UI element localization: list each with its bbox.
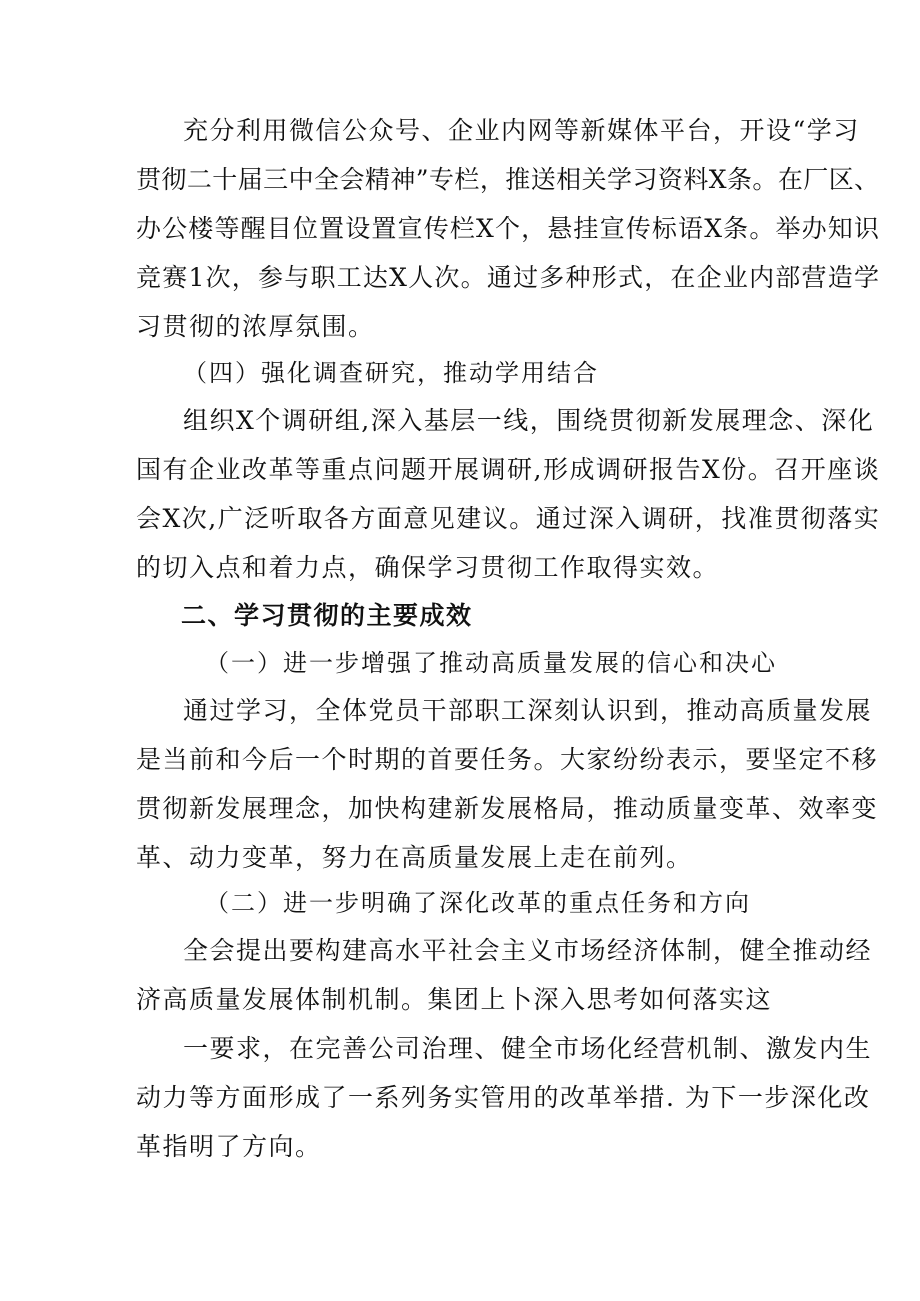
paragraph-3-line-4: 革、动力变革，努力在高质量发展上走在前列。 xyxy=(136,843,693,872)
paragraph-2-line-4: 的切入点和着力点，确保学习贯彻工作取得实效。 xyxy=(136,553,720,582)
subheading-4: （四）强化调查研究，推动学用结合 xyxy=(183,359,599,387)
section-heading-2: 二、学习贯彻的主要成效 xyxy=(181,601,473,630)
paragraph-2-line-3: 会X次,广泛听取各方面意见建议。通过深入调研，找准贯彻落实 xyxy=(136,504,881,533)
paragraph-2-line-1: 组织X个调研组,深入基层一线，围绕贯彻新发展理念、深化 xyxy=(183,406,875,435)
paragraph-4-line-2: 济高质量发展体制机制。集团上卜深入思考如何落实这 xyxy=(136,985,773,1014)
paragraph-1-line-3: 办公楼等醒目位置设置宣传栏X个，悬挂宣传标语X条。举办知识 xyxy=(136,214,881,243)
paragraph-4-line-1: 全会提出要构建高水平社会主义市场经济体制，健全推动经 xyxy=(183,936,873,965)
paragraph-1-line-2: 贯彻二十届三中全会精神”专栏，推送相关学习资料X条。在厂区、 xyxy=(136,165,880,194)
subheading-2: （二）进一步明确了深化改革的重点任务和方向 xyxy=(205,889,751,917)
paragraph-1-line-4: 竞赛1次，参与职工达X人次。通过多种形式，在企业内部营造学 xyxy=(136,263,881,292)
paragraph-3-line-1: 通过学习，全体党员干部职工深刻认识到，推动高质量发展 xyxy=(183,696,873,725)
paragraph-5-line-2: 动力等方面形成了一系列务实管用的改革举措. 为下一步深化改 xyxy=(136,1083,871,1112)
paragraph-5-line-1: 一要求，在完善公司治理、健全市场化经营机制、激发内生 xyxy=(183,1034,873,1063)
paragraph-3-line-2: 是当前和今后一个时期的首要任务。大家纷纷表示，要坚定不移 xyxy=(136,745,879,774)
paragraph-2-line-2: 国有企业改革等重点问题开展调研,形成调研报告X份。召开座谈 xyxy=(136,455,881,484)
paragraph-3-line-3: 贯彻新发展理念，加快构建新发展格局，推动质量变革、效率变 xyxy=(136,794,879,823)
paragraph-5-line-3: 革指明了方向。 xyxy=(136,1132,322,1161)
paragraph-1-line-5: 习贯彻的浓厚氛围。 xyxy=(136,312,375,341)
paragraph-1-line-1: 充分利用微信公众号、企业内网等新媒体平台，开设“学习 xyxy=(183,116,860,145)
subheading-1: （一）进一步增强了推动高质量发展的信心和决心 xyxy=(205,649,777,677)
